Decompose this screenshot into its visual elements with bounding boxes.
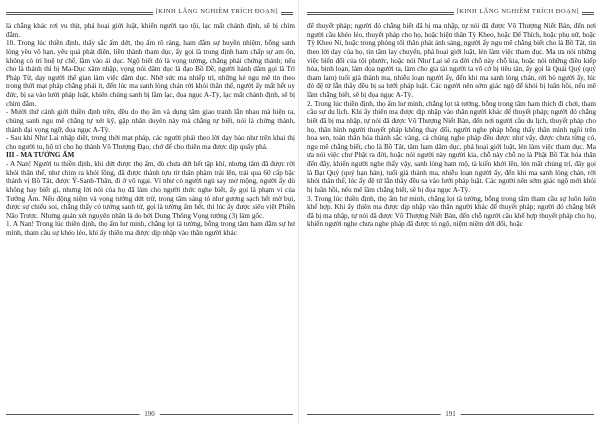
- paragraph: để thuyết pháp; người đó chẳng biết đã bị ma nhập, tự nói đã được Vô Thượng Niết Bàn, đến nơi người cầu khéo léo, thuyết pháp cho họ, hoặc hiện thân Tỳ Kheo, hoặc Đế Thích, hoặc phụ nữ, hoặc Tỳ Kheo Ni, hoặc trong phòng tối thân phát ánh sáng, người ấy ngu mê chẳng biết cho là Bồ Tát, tin theo lời dạy của họ, tin tâm lay chuyển, phá hoại giới luật, lén làm việc tham dục. Ma ưa nói những việc biến đổi của tội phước, hoặc nói Như Lai sẽ ra đời chỗ này chỗ kia, hoặc nói những điều kiếp hỏa, binh loạn, làm dọa người ta, làm cho gia tài người ta vô cớ bị tiêu tán, ấy gọi là Quái Quỷ (quỷ tham lam) tuổi già thành ma, nhiễu loạn người ấy, đến khi ma sanh lòng chán, rời bỏ người ấy, lúc đó đệ tử lẫn thầy đều bị sa lưới pháp luật. Các người nên sớm giác ngộ để khỏi bị luân hồi, nếu mê lầm chẳng biết, sẽ bị đọa ngục A-Tỳ.: [307, 22, 596, 99]
- page-number: 190: [139, 409, 160, 419]
- paragraph: - A Nan! Người tu thiền định, khi dứt được thọ ấm, dù chưa dứt hết tập khí, nhưng tâm đã được rời khỏi thân thể, như chim ra khỏi lồng, đã được thành tựu từ thân phàm trải lên, trải qua 60 cấp bậc thánh vị Bồ Tát, được Ý-Sanh-Thân, đi ở vô ngại. Ví như có người ngủ say mơ mộng, người ấy dù không hay biết gì, nhưng lời nói của họ đã làm cho người thức nghe biết, ấy gọi là phạm vi của Tưởng Ấm. Nếu động niệm và vọng tưởng dứt trừ, trong tâm sáng tỏ như gương sạch hết mờ bụi, được sự chiếu soi, chẳng thấy có tướng sanh tử, gọi là tưởng ấm hết, thì lúc ấy được siêu việt Phiền Não Trược. Nhưng quán xét nguyên nhân là do bởi Dung Thông Vọng tưởng (3) làm gốc.: [6, 160, 295, 220]
- gutter-divider: [298, 0, 299, 424]
- paragraph: 2. Trong lúc thiền định, thọ ấm hư minh, chẳng lọt tà tưởng, bỗng trong tâm ham thích đi chơi, tham cầu sự du lịch. Khi ấy thiên ma được dịp nhập vào thân người khác để thuyết pháp; người đó chẳng biết đã bị ma nhập, tự nói đã được Vô Thượng Niết Bàn, đến nơi người cầu du lịch, thuyết pháp cho họ, thân hình người thuyết pháp không thay đổi, người nghe pháp bỗng thấy thân mình ngồi trên hoa sen, toàn thân hóa thành sắc vàng, cả chúng nghe pháp đều được như vậy, được chưa từng có, ngu mê chẳng biết, cho là Bồ Tát, tâm ham dâm dục, phá hoại giới luật, lén làm việc tham dục. Ma ưa nói việc chư Phật ra đời, hoặc nói người này người kia, chỗ này chỗ nọ là Phật Bồ Tát hóa thân đến đây, khiến người nghe thấy vậy, sanh lòng ham mộ, tà kiến khởi lên, lén mất chủng trí, đây gọi là Bạt Quỷ (quỷ hạn hán), tuổi già thành ma, nhiễu loạn người ấy, đến khi ma sanh lòng chán, rời khỏi thân thể, lúc ấy đệ tử lẫn thầy đều sa vào lưới pháp luật. Các người nên sớm giác ngộ mới khỏi bị luân hồi, nếu mê lầm chẳng biết, sẽ bị đọa ngục A-Tỳ.: [307, 99, 596, 194]
- page-footer: [305, 409, 596, 421]
- page-body: [6, 22, 295, 407]
- paragraph: 10. Trong lúc thiền định, thấy sắc ấm dứt, thọ ấm rõ ràng, ham đắm sự huyền nhiệm, bỗng sanh lòng yêu vô hạn, yêu quá phát điên, liền thành tham dục, ấy gọi là trong định ham chấp sự am ổn, không có trí huệ tự chế, lầm vào ái dục. Ngộ biết đó là vọng tưởng, chẳng phải chứng thánh; nếu cho là thánh thì bị Ma-Dục xâm nhập, vọng nói dâm dục là đạo Bồ Đề, người hành dâm gọi là Trì Pháp Tử, dạy người thế gian làm việc dâm dục. Nhờ sức ma nhiếp trì, những kẻ ngu mê tin theo trong thời mạt pháp chẳng phải ít, đến lúc ma sanh lòng chán rời khỏi thân thể, người ấy mất hết uy đức, bị sa vào lưới pháp luật, khiến chúng sanh bị lầm lạc, đọa ngục A-Tỳ, lạc mất chánh định, sẽ bị chìm đắm.: [6, 39, 295, 108]
- page-footer: [4, 409, 295, 421]
- paragraph: 3. Trong lúc thiền định, thọ ấm hư minh, chẳng lọt tà tưởng, bỗng trong tâm tham cầu sự luôn luôn khế hợp. Khi ấy thiên ma được dịp nhập vào thân người khác để thuyết pháp; người đó chẳng biết đã bị ma nhập, tự nói đã được Vô Thượng Niết Bàn, đến chỗ người cầu khế hợp thuyết pháp cho họ, khiến người nghe chưa nghe pháp đã được tỏ ngộ, niệm niệm dời đổi, hoặc: [307, 194, 596, 229]
- header-title: [KINH LĂNG NGHIÊM TRÍCH ĐOẠN]: [153, 6, 281, 18]
- paragraph: 1. A Nan! Trong lúc thiền định, thọ ấm hư minh, chẳng lọt tà tưởng, bỗng trong tâm ham đắm sự hư minh, tham cầu sự khéo léo, khi ấy thiên ma được dịp nhập vào thân người khác: [6, 220, 295, 237]
- page-number: 191: [440, 409, 461, 419]
- header-title: [KINH LĂNG NGHIÊM TRÍCH ĐOẠN]: [454, 6, 582, 18]
- left-page: [4, 0, 295, 424]
- running-header: [307, 6, 594, 18]
- paragraph: - Mười thứ cảnh giới thiền định trên, đều do thọ ấm và dụng tâm giao tranh lẫn nhau mà hiện ra, chúng sanh ngu mê chẳng tự xét kỹ, gặp nhân duyên này mà chẳng tự biết, nói là chứng thánh, thành đại vọng ngữ, đọa ngục A-Tỳ.: [6, 108, 295, 134]
- running-header: [6, 6, 293, 18]
- paragraph: là chẳng khác rơi vu thịt, phá hoại giới luật, khiến người tạo tội, lạc mất chánh định, sẽ bị chìm đắm.: [6, 22, 295, 39]
- section-heading: III - MA TƯỞNG ẤM: [6, 151, 75, 160]
- right-page: [305, 0, 596, 424]
- page-body: [307, 22, 596, 407]
- paragraph: - Sau khi Như Lai nhập diệt, trong thời mạt pháp, các người phải theo lời dạy bảo như trên khai thị cho người tu, hộ trì cho họ thành Vô Thượng Đạo, chớ để cho thiên ma được dịp quấy phá.: [6, 134, 295, 151]
